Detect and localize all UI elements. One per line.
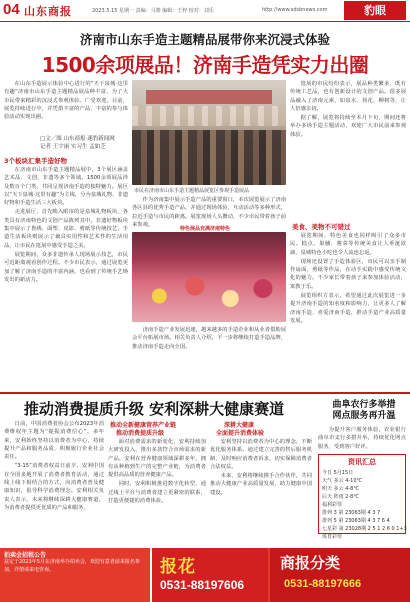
body-paragraph: 展览期间，众多非遗传承人现场展示技艺，市民可近距离观看创作过程。不少市民表示，通过展览更加了解了济南手造的丰富内涵，也看到了传统手艺焕发出的新活力。 bbox=[4, 251, 128, 283]
info-row: 七星彩 第 23028期 2 5 1 2 6 0 1+3 bbox=[322, 526, 407, 532]
exhibition-hall-photo bbox=[132, 80, 286, 185]
lead-headline: 1500余项展品！济南手造凭实力出圈 bbox=[41, 53, 369, 77]
info-row: 排列 3 第 23063期 4 3 7 bbox=[322, 510, 381, 516]
baohua-ad-phone: 0531-88197606 bbox=[160, 578, 245, 592]
lead-right-body bbox=[290, 80, 406, 220]
body-paragraph: 展览期间，特色美食也同样吸引了众多市民。糕点、果脯、酱菜等传统美食让人垂涎欲滴，泉城特色小吃也令人流连忘返。 bbox=[290, 233, 406, 256]
right-column-headline bbox=[318, 400, 410, 422]
body-paragraph: 作为济南集中展示手造产品的重要窗口，本次展览展示了济南各区县的优秀手造产品，并通过现场体验、互动活动等多种形式，拉近手造与市民的距离。展览现场人头攒动，不少市民带着孩子前来参观。 bbox=[132, 197, 286, 228]
lead-section-1-body bbox=[4, 166, 128, 388]
info-summary-box bbox=[318, 454, 407, 540]
body-paragraph: 安利坚持以消费者为中心的理念，不断优化服务体系。通过建立完善的售后服务机制，及时响应消费者诉求，切实保障消费者合法权益。 bbox=[210, 439, 312, 470]
info-row: 天气 多云 4-10℃ bbox=[322, 478, 363, 484]
info-box-title: 资讯汇总 bbox=[348, 458, 376, 466]
body-paragraph: “3·15”消费者权益日前夕，安利中国在全国多地开展了消费者教育活动，通过线上线下相结合的方式，向消费者普及健康知识，倡导科学消费理念。安利相关负责人表示，未来将继续深耕大健康赛道，为消费者提供更优质的产品和服务。 bbox=[4, 463, 104, 511]
photo-products bbox=[138, 266, 280, 316]
lead-intro-paragraph: 在山东手造展示体验中心进行的“天下泉城·这里有趣”济南市山东手造主题精品展品种丰富、为了大市民带来精彩的沉浸式参观体验。广受欢迎。目前，展览持续进行中，并凭借丰富的产品、丰富的参与体验活动实现出圈。 bbox=[4, 81, 128, 121]
info-row: 明天 多云 4-8℃ bbox=[322, 486, 359, 492]
body-paragraph: 在济南市山东手造主题精品展中，3个展区涵盖艺术品、文创、非遗等多个领域。1500余项展品涉及数百个门类，共同呈现济南手造的独特魅力。展区以“天下泉城·这里有趣”为主线，分为泉城礼物、非遗好物和手造生活三大板块。 bbox=[4, 167, 128, 207]
second-sub-1: 推动全新健康营养产业链 bbox=[110, 422, 177, 429]
body-paragraph: 面对消费需求的新变化，安利持续加大研发投入，推出多款符合市场需求的新产品。安利在营养健康领域深耕多年，拥有从种植到生产的完整产业链，为消费者提供高品质的营养健康产品。 bbox=[108, 439, 206, 479]
body-paragraph: 逛展的市民纷纷表示，展品种类繁多，既有传统工艺品，也有创新设计的文创产品。很多展品融入了济南元素，如泉水、荷花、柳树等，让人倍感亲切。 bbox=[290, 81, 406, 112]
lead-byline-1: □文／图 山东商报·速豹新闻网 bbox=[40, 136, 115, 142]
body-paragraph: 同时，安利积极推进数字化转型，通过线上平台与消费者建立更紧密的联系，打造更便捷的消费体验。 bbox=[108, 481, 206, 505]
lead-right-body-2 bbox=[290, 232, 406, 388]
lead-byline-2: 记者 王宇丽 实习生 孟如芝 bbox=[40, 144, 106, 150]
body-paragraph: 走进展厅，首先映入眼帘的是泉城礼物板块，各类具有济南特色的文创产品陈列其中。非遗好物板块集中展示了鲁绣、面塑、皮影、剪纸等传统技艺，手造生活板块则展示了兼具实用性和艺术性的生活用品，让市民在逛展中感受手造之美。 bbox=[4, 209, 128, 249]
photo-banner bbox=[146, 90, 272, 104]
photo-crowd bbox=[132, 130, 286, 185]
body-paragraph: 据了解，展览将持续至本月下旬，期间还将举办多场手造主题活动，欢迎广大市民前来参观体验。 bbox=[290, 115, 406, 138]
photo-top-caption: 市民在济南市山东手造主题精品展览区参观手造展品 bbox=[134, 188, 250, 194]
handicraft-products-photo bbox=[132, 232, 286, 322]
info-row: 福利彩票 bbox=[322, 502, 343, 508]
info-row: 今日 5月15日 bbox=[322, 470, 354, 476]
body-paragraph: 为提升客户服务体验，农业银行曲阜市支行多措并举，持续优化网点服务，受到客户好评。 bbox=[318, 427, 406, 450]
photo-lights bbox=[132, 106, 286, 126]
baohua-ad[interactable] bbox=[150, 548, 268, 602]
body-paragraph: 日前，中国消费者协会公布2023年消费维权年主题为“提振消费信心”。多年来，安利始终坚持以消费者为中心，持续提升产品和服务品质，积极履行企业社会责任。 bbox=[4, 421, 104, 461]
page-number: 04 bbox=[3, 1, 20, 18]
right-headline-line-2: 网点服务再升温 bbox=[332, 411, 396, 421]
section-divider bbox=[0, 392, 410, 394]
body-paragraph: 济南手造产业发展迅速，越来越多的手造企业和从业者借助展会平台拓展市场。相关负责人介绍，下一步将继续打造手造品牌，推动济南手造走向全国。 bbox=[132, 327, 286, 350]
lead-mid-body-b bbox=[132, 326, 286, 388]
second-body-2 bbox=[210, 438, 312, 544]
lead-right-subtitle: 美食、美物不可错过 bbox=[292, 223, 351, 231]
second-sub-2-b: 全面提升消费体验 bbox=[216, 430, 265, 437]
lead-kicker: 济南市山东手造主题精品展带你来沉浸式体验 bbox=[79, 32, 330, 47]
second-body-1 bbox=[108, 438, 206, 544]
second-headline: 推动消费提质升级 安利深耕大健康赛道 bbox=[23, 400, 285, 418]
info-row: 排列 5 第 23063期 4 3 7 6 4 bbox=[322, 518, 390, 524]
info-row: 后天 阵雨 2-8℃ bbox=[322, 494, 359, 500]
masthead bbox=[0, 0, 410, 22]
second-intro bbox=[4, 420, 104, 544]
auction-ad-title: 拍卖会招租公告 bbox=[4, 552, 47, 559]
body-paragraph: 未来，安利将继续携手合作伙伴，共同推动大健康产业高质量发展，助力健康中国建设。 bbox=[210, 473, 312, 496]
right-column-body bbox=[318, 426, 406, 452]
second-sub-2: 深耕大健康 bbox=[224, 422, 255, 429]
baohua-ad-title: 报花 bbox=[160, 557, 196, 577]
lead-section-1-title: 3个板块汇集手造好物 bbox=[4, 157, 68, 165]
photo-mid-caption: 特色展品充满济南特色 bbox=[180, 226, 231, 232]
auction-ad-body: 兹定于2023年5月在济南举办拍卖会，欢迎有意者前来报名参加，详情请来电咨询。 bbox=[4, 559, 140, 573]
paper-name: 山东商报 bbox=[24, 5, 72, 18]
paper-url[interactable]: http://www.sdsbnews.com bbox=[262, 7, 328, 13]
auction-ad bbox=[4, 550, 146, 600]
body-paragraph: 现场还设置了手造体验区，市民可以亲手制作扇面、剪纸等作品，在动手实践中感受传统文化的魅力。不少家长带着孩子来参加体验活动，寓教于乐。 bbox=[290, 258, 406, 290]
lead-intro bbox=[4, 80, 128, 132]
classified-ad[interactable] bbox=[270, 548, 410, 602]
info-row: 体育彩票 bbox=[322, 534, 343, 540]
issue-meta: 2023.5.15 星期一 责编：马骏 编辑：王梓 校对：刘乐 bbox=[92, 8, 214, 14]
second-sub-1-b: 推动消费提质升级 bbox=[116, 430, 165, 437]
right-headline-line-1: 曲阜农行多举措 bbox=[332, 400, 396, 410]
classified-ad-title: 商报分类 bbox=[280, 554, 341, 572]
classified-ad-phone: 0531-88197666 bbox=[284, 578, 362, 590]
column-logo: 豹眼 bbox=[344, 1, 406, 20]
body-paragraph: 展览组织方表示，希望通过此次展览进一步提升济南手造的知名度和影响力，让更多人了解济南手造、喜爱济南手造，推动手造产业高质量发展。 bbox=[290, 293, 406, 324]
